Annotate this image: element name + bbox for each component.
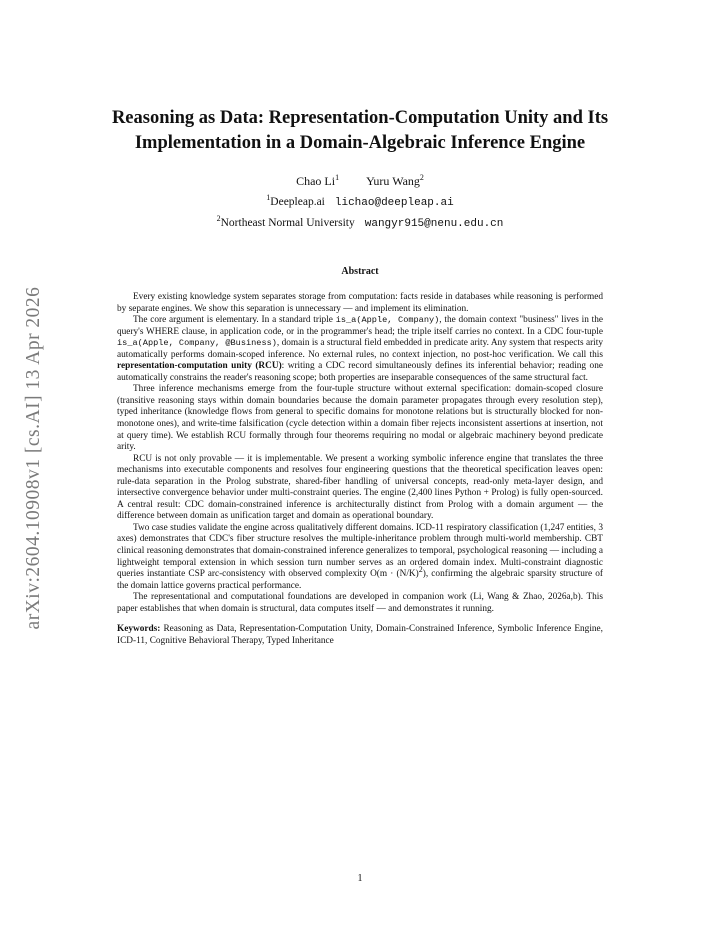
- page-number: 1: [357, 873, 363, 884]
- abstract-paragraph: The representational and computational foundations are developed in companion work (Li, Wang & Zhao, 2026a,b). This paper establishes that when domain is structural, data computes itself — and demonstrates it running.: [117, 592, 603, 614]
- keywords: [117, 624, 603, 647]
- text-run: , domain is a structural field embedded in predicate arity. Any system that respects arity automatically performs domain-scoped inference. No external rules, no context injection, no post-hoc verification. We call this: [117, 338, 603, 360]
- author-2: [366, 174, 424, 188]
- text-run: The core argument is elementary. In a standard triple: [133, 315, 336, 326]
- author-name: Chao Li: [296, 174, 336, 188]
- text-run: : writing a CDC record simultaneously defines its inferential behavior; reading one automatically constrains the reader's reasoning scope; both properties are inseparable consequences of the same structural fact.: [117, 361, 603, 383]
- text-run: ), confirming the algebraic sparsity structure of the domain lattice governs practical performance.: [117, 569, 603, 591]
- affiliation-1: [0, 193, 720, 209]
- author-affiliation-mark: 2: [419, 173, 424, 182]
- author-affiliation-mark: 1: [335, 173, 340, 182]
- keywords-text: Reasoning as Data, Representation-Computation Unity, Domain-Constrained Inference, Symbolic Inference Engine, ICD-11, Cognitive Behavioral Therapy, Typed Inheritance: [117, 624, 604, 646]
- bold-term: representation-computation unity (RCU): [117, 361, 282, 372]
- abstract-paragraph: [117, 315, 603, 384]
- email-link[interactable]: wangyr915@nenu.edu.cn: [364, 218, 504, 230]
- arxiv-sidebar: [14, 268, 54, 648]
- email-link[interactable]: lichao@deepleap.ai: [334, 197, 454, 209]
- abstract-paragraph: Every existing knowledge system separates storage from computation: facts reside in databases while reasoning is performed by separate engines. We show this separation is unnecessary — and implement its elimination.: [117, 292, 603, 314]
- author-1: [296, 174, 339, 188]
- author-list: [0, 174, 720, 189]
- superscript: 2: [418, 565, 423, 575]
- code-snippet: is_a(Apple, Company, @Business): [117, 338, 277, 349]
- paper-title: Reasoning as Data: Representation-Computation Unity and Its Implementation in a Domain-Algebraic Inference Engine: [111, 108, 609, 153]
- abstract-paragraph: Three inference mechanisms emerge from the four-tuple structure without external specification: domain-scoped closure (transitive reasoning stays within domain boundaries because the domain parameter propagates through every resolution step), typed inheritance (knowledge flows from general to specific domains for monotone relations but is structurally blocked for non-monotone ones), and write-time falsification (cycle detection within a domain fiber rejects inconsistent assertions at insertion, not at query time). We establish RCU formally through four theorems requiring no modal or algebraic machinery beyond predicate arity.: [117, 384, 603, 453]
- keywords-line: [117, 624, 603, 647]
- code-snippet: is_a(Apple, Company): [335, 315, 440, 326]
- abstract-heading: Abstract: [341, 266, 379, 277]
- affiliation-org: Deepleap.ai: [270, 196, 325, 208]
- text-run: Two case studies validate the engine across qualitatively different domains. ICD-11 respiratory classification (1,247 entities, 3 axes) demonstrates that CDC's fiber structure resolves the multiple-inheritance problem through multi-world membership. CBT clinical reasoning demonstrates that domain-constrained inference generalizes to temporal, psychological reasoning — including a lightweight temporal extension in which session turn number serves as an ordered domain index. Multi-constraint diagnostic queries instantiate CSP arc-consistency with observed complexity O(m · (N/K): [117, 522, 603, 580]
- abstract-body: [117, 292, 603, 647]
- author-name: Yuru Wang: [366, 174, 420, 188]
- affiliation-org: Northeast Normal University: [220, 217, 355, 229]
- abstract-paragraph: RCU is not only provable — it is implementable. We present a working symbolic inference engine that translates the three mechanisms into executable components and resolves four engineering questions that the theoretical specification leaves open: rule-data separation in the Prolog substrate, shared-fiber handling of universal concepts, read-only meta-layer design, and intersective convergence behavior under multi-constraint queries. The engine (2,400 lines Python + Prolog) is fully open-sourced. A central result: CDC domain-constrained inference is architecturally distinct from Prolog with a domain argument — the difference between domain as unification target and domain as operational boundary.: [117, 453, 603, 522]
- affiliation-mark: 2: [216, 214, 221, 224]
- text-run: , the domain context "business" lives in the query's WHERE clause, in application code, or in the programmer's head; the triple itself carries no context. In a CDC four-tuple: [117, 315, 603, 337]
- arxiv-identifier: arXiv:2604.10908v1 [cs.AI] 13 Apr 2026: [23, 286, 44, 630]
- affiliation-2: [0, 214, 720, 230]
- abstract-paragraph: [117, 523, 603, 592]
- keywords-label: Keywords:: [117, 624, 161, 635]
- affiliation-mark: 1: [266, 193, 271, 203]
